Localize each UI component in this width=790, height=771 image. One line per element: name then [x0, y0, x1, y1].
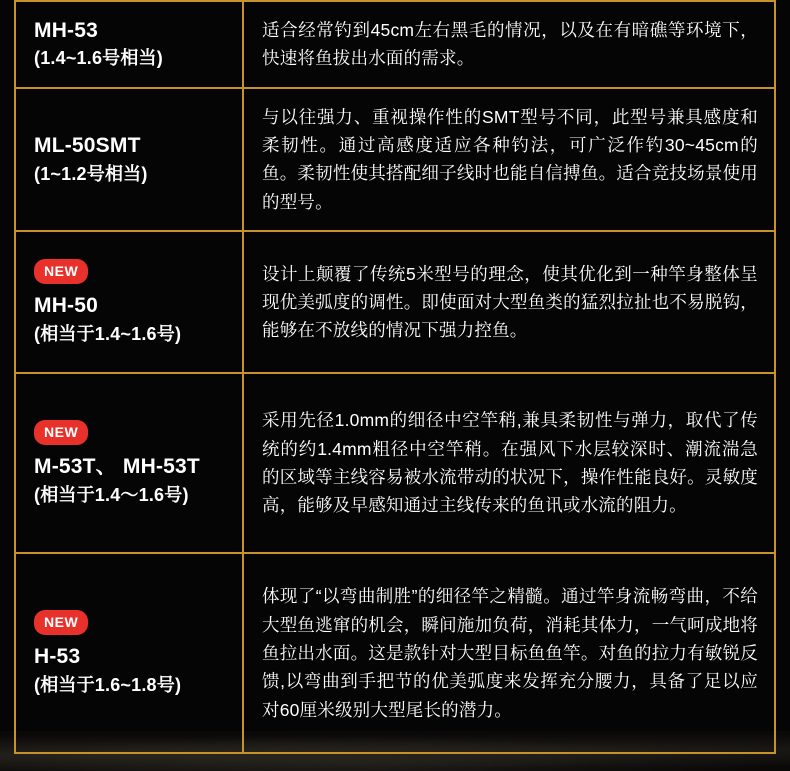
model-cell: [16, 2, 244, 87]
model-line-rating: (相当于1.4～1.6号): [34, 484, 189, 505]
model-line-rating: (1~1.2号相当): [34, 163, 148, 184]
description-text: 适合经常钓到45cm左右黑毛的情况，以及在有暗礁等环境下，快速将鱼拔出水面的需求。: [262, 20, 758, 69]
model-name: ML-50SMT: [34, 133, 141, 157]
model-name: MH-53: [34, 18, 99, 42]
new-badge: NEW: [34, 610, 88, 635]
table-row: [16, 374, 774, 554]
model-name: MH-50: [34, 293, 99, 317]
rod-model-spec-table: [14, 0, 776, 754]
table-row: [16, 89, 774, 232]
table-row: [16, 232, 774, 374]
description-cell: [244, 374, 774, 552]
model-name: H-53: [34, 644, 81, 668]
description-text: 设计上颠覆了传统5米型号的理念，使其优化到一种竿身整体呈现优美弧度的调性。即使面对大型鱼类的猛烈拉扯也不易脱钩，能够在不放线的情况下强力控鱼。: [262, 263, 758, 341]
model-cell: [16, 554, 244, 752]
model-name: M-53T、 MH-53T: [34, 454, 200, 478]
model-line-rating: (相当于1.6~1.8号): [34, 674, 182, 695]
table-row: [16, 554, 774, 754]
model-cell: [16, 89, 244, 230]
model-line-rating: (相当于1.4~1.6号): [34, 323, 182, 344]
description-text: 与以往强力、重视操作性的SMT型号不同，此型号兼具感度和柔韧性。通过高感度适应各种钓法，可广泛作钓30~45cm的鱼。柔韧性使其搭配细子线时也能自信搏鱼。适合竞技场景使用的型号。: [262, 106, 758, 212]
new-badge: NEW: [34, 259, 88, 284]
table-row: [16, 0, 774, 89]
description-cell: [244, 89, 774, 230]
model-line-rating: (1.4~1.6号相当): [34, 48, 163, 69]
model-cell: [16, 374, 244, 552]
description-cell: [244, 554, 774, 752]
new-badge: NEW: [34, 420, 88, 445]
description-text: 体现了“以弯曲制胜”的细径竿之精髓。通过竿身流畅弯曲，不给大型鱼逃窜的机会，瞬间施加负荷，消耗其体力，一气呵成地将鱼拉出水面。这是款针对大型目标鱼鱼竿。对鱼的拉力有敏锐反馈,以弯曲到手把节的优美弧度来发挥充分腰力，具备了足以应对60厘米级别大型尾长的潜力。: [262, 586, 758, 720]
model-cell: [16, 232, 244, 372]
description-cell: [244, 232, 774, 372]
description-text: 采用先径1.0mm的细径中空竿稍,兼具柔韧性与弹力，取代了传统的约1.4mm粗径中空竿稍。在强风下水层较深时、潮流湍急的区域等主线容易被水流带动的状况下，操作性能良好。灵敏度高，能够及早感知通过主线传来的鱼讯或水流的阻力。: [262, 410, 758, 516]
description-cell: [244, 2, 774, 87]
